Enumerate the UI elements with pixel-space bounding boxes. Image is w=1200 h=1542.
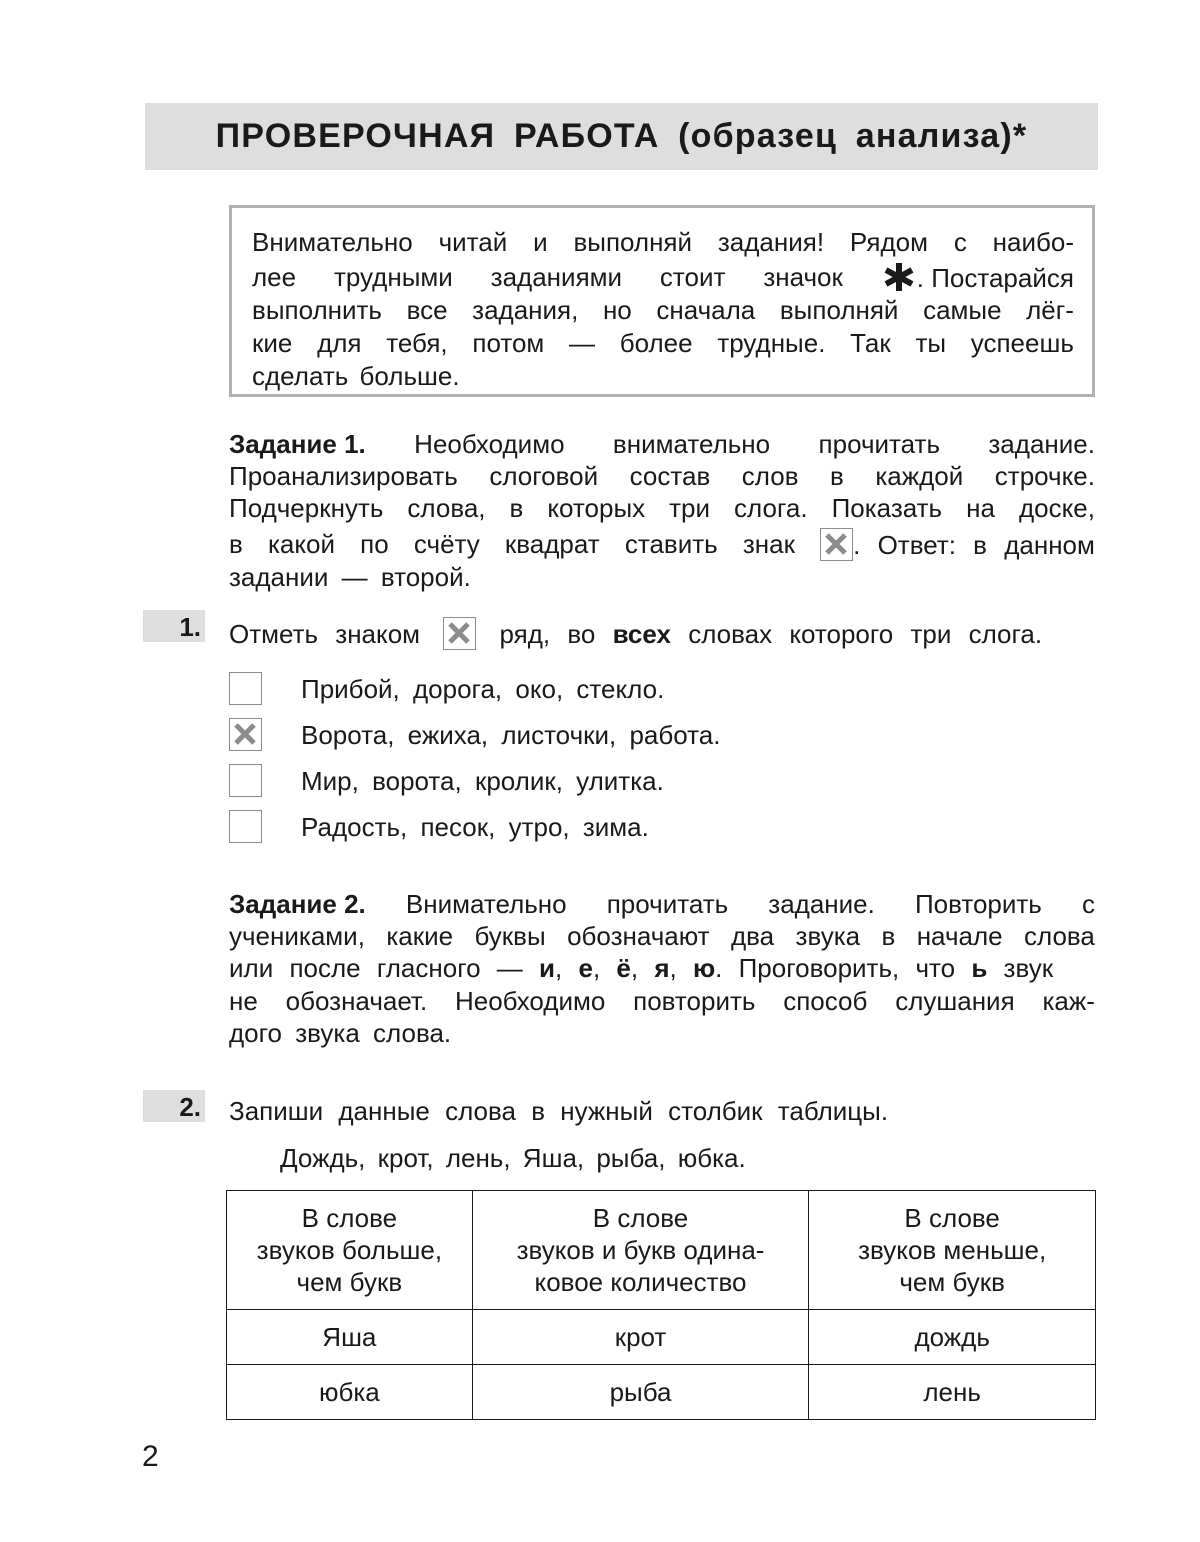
word: для xyxy=(317,328,362,358)
prompt-text: словах которого три слога. xyxy=(688,619,1043,649)
header-line: звуков и букв одина- xyxy=(516,1235,765,1265)
word: слова, xyxy=(407,493,486,523)
cross-sign-box xyxy=(443,617,476,650)
word: каждой xyxy=(875,461,964,491)
word: задания, xyxy=(472,295,579,325)
header-line: В слове xyxy=(904,1203,1000,1233)
word: но xyxy=(602,295,632,325)
header-line: чем букв xyxy=(296,1267,403,1297)
word: значок xyxy=(763,262,843,292)
task2-label: Задание 2. xyxy=(229,889,366,919)
instruction-box xyxy=(229,205,1095,397)
word: с xyxy=(953,227,967,257)
prompt-text: ряд, во xyxy=(499,619,596,649)
word: строчке. xyxy=(994,461,1095,491)
word: счёту xyxy=(413,529,480,559)
table-row xyxy=(227,1310,1096,1365)
task1-line-4 xyxy=(229,528,1095,561)
word: выполняй xyxy=(573,227,693,257)
word: слова xyxy=(1023,921,1095,951)
word: повторить xyxy=(633,986,756,1016)
instruction-line-5: сделать больше. xyxy=(252,361,460,391)
word: читай xyxy=(438,227,508,257)
word: которых xyxy=(547,493,646,523)
word: выполнить xyxy=(252,295,382,325)
word: слоговой xyxy=(489,461,599,491)
option-3-checkbox[interactable] xyxy=(229,764,262,797)
word: в xyxy=(509,493,524,523)
prompt-emphasis: всех xyxy=(612,619,671,649)
word: слов xyxy=(741,461,799,491)
word: задание. xyxy=(768,889,875,919)
page-number: 2 xyxy=(142,1440,159,1473)
instruction-line-4 xyxy=(252,327,1074,359)
word: Необходимо xyxy=(454,986,606,1016)
table-cell[interactable]: Яша xyxy=(227,1310,473,1365)
word: способ xyxy=(783,986,868,1016)
instruction-text: . Постарайся xyxy=(916,263,1074,293)
word: не xyxy=(229,986,258,1016)
task1-line-2 xyxy=(229,460,1095,492)
cross-icon xyxy=(233,722,257,746)
exercise-1-number: 1. xyxy=(143,610,205,642)
header-band xyxy=(145,103,1098,170)
word: успеешь xyxy=(970,328,1074,358)
word: Проанализировать xyxy=(229,461,458,491)
exercise-2-words: Дождь, крот, лень, Яша, рыба, юбка. xyxy=(280,1143,746,1173)
word: доске, xyxy=(1018,493,1095,523)
option-4-checkbox[interactable] xyxy=(229,810,262,843)
word: с xyxy=(1081,889,1095,919)
word: обозначают xyxy=(567,921,710,951)
word: сначала xyxy=(656,295,756,325)
word: Внимательно xyxy=(405,889,567,919)
letter-e: е xyxy=(578,953,593,983)
note-text: . Проговорить, что xyxy=(715,953,956,983)
word: выполняй xyxy=(779,295,899,325)
word: звука xyxy=(795,921,861,951)
table-cell[interactable]: рыба xyxy=(472,1365,809,1420)
table-header-row xyxy=(227,1191,1096,1310)
word: — xyxy=(569,328,595,358)
prompt-text: Отметь знаком xyxy=(229,619,421,649)
option-1-checkbox[interactable] xyxy=(229,672,262,705)
word: внимательно xyxy=(612,429,771,459)
word: самые xyxy=(923,295,1002,325)
option-1-label: Прибой, дорога, око, стекло. xyxy=(301,674,665,704)
column-header-more-sounds xyxy=(227,1191,473,1310)
table-cell[interactable]: дождь xyxy=(809,1310,1096,1365)
word: знак xyxy=(742,529,795,559)
soft-sign-letter: ь xyxy=(971,953,988,983)
word: стоит xyxy=(659,262,726,292)
cross-icon xyxy=(447,621,471,645)
word: слога. xyxy=(734,493,808,523)
word: Подчеркнуть xyxy=(229,493,384,523)
column-header-fewer-sounds xyxy=(809,1191,1096,1310)
cross-icon xyxy=(824,532,848,556)
word: слушания xyxy=(895,986,1015,1016)
word: более xyxy=(619,328,693,358)
option-2-checkbox[interactable] xyxy=(229,718,262,751)
task1-line-5: задании — второй. xyxy=(229,562,471,592)
instruction-line-1 xyxy=(252,226,1074,258)
word: в xyxy=(881,921,896,951)
header-line: В слове xyxy=(301,1203,398,1233)
word: прочитать xyxy=(606,889,729,919)
word: прочитать xyxy=(818,429,940,459)
task1-label: Задание 1. xyxy=(229,429,366,459)
word: все xyxy=(406,295,448,325)
option-4-label: Радость, песок, утро, зима. xyxy=(301,812,649,842)
task1-line-3 xyxy=(229,492,1095,524)
word: квадрат xyxy=(504,529,600,559)
word: какой xyxy=(267,529,336,559)
word: учениками, xyxy=(229,921,365,951)
page-title: ПРОВЕРОЧНАЯ РАБОТА (образец анализа)* xyxy=(215,117,1028,155)
answer-text: . Ответ: в данном xyxy=(853,530,1095,560)
letter-ya: я xyxy=(654,953,670,983)
task2-line-2 xyxy=(229,920,1095,952)
task2-line-4 xyxy=(229,985,1095,1017)
word: по xyxy=(360,529,389,559)
task2-line-1 xyxy=(229,888,1095,920)
word: ставить xyxy=(624,529,718,559)
table-cell[interactable]: юбка xyxy=(227,1365,473,1420)
word: каж- xyxy=(1042,986,1095,1016)
word: два xyxy=(730,921,775,951)
letter-i: и xyxy=(539,953,556,983)
option-3-label: Мир, ворота, кролик, улитка. xyxy=(301,766,664,796)
table-row xyxy=(227,1365,1096,1420)
word: заданиями xyxy=(490,262,623,292)
task1-line-1 xyxy=(229,428,1095,460)
exercise-2-number: 2. xyxy=(143,1090,205,1122)
header-line: чем букв xyxy=(899,1267,1005,1297)
word: какие xyxy=(386,921,454,951)
word: Рядом xyxy=(849,227,928,257)
word: Показать xyxy=(831,493,943,523)
asterisk-icon xyxy=(881,261,917,293)
word: начале xyxy=(916,921,1003,951)
exercise-1-prompt xyxy=(229,617,1042,650)
word: тебя, xyxy=(386,328,448,358)
word: наибо- xyxy=(992,227,1074,257)
instruction-line-3 xyxy=(252,294,1074,326)
exercise-2-prompt: Запиши данные слова в нужный столбик таблицы. xyxy=(229,1096,889,1126)
header-line: звуков больше, xyxy=(256,1235,443,1265)
word: и xyxy=(533,227,548,257)
header-line: В слове xyxy=(592,1203,689,1233)
note-text: или после гласного — xyxy=(229,953,523,983)
word: буквы xyxy=(474,921,546,951)
word: лее xyxy=(252,262,297,292)
word: Так xyxy=(850,328,891,358)
letter-yo: ё xyxy=(616,953,631,983)
letter-yu: ю xyxy=(692,953,716,983)
word: три xyxy=(669,493,711,523)
word: задания! xyxy=(717,227,825,257)
word: в xyxy=(229,529,243,559)
word: трудные. xyxy=(717,328,826,358)
sound-letter-table xyxy=(226,1190,1096,1420)
word: состав xyxy=(629,461,711,491)
word: лёг- xyxy=(1026,295,1074,325)
task2-line-5: дого звука слова. xyxy=(229,1018,452,1048)
cross-sign-box xyxy=(820,528,853,561)
header-line: звуков меньше, xyxy=(858,1235,1047,1265)
column-header-equal xyxy=(472,1191,809,1310)
word: в xyxy=(830,461,844,491)
word: Повторить xyxy=(914,889,1042,919)
option-2-label: Ворота, ежиха, листочки, работа. xyxy=(301,720,721,750)
word: потом xyxy=(472,328,545,358)
table-cell[interactable]: лень xyxy=(809,1365,1096,1420)
word: Внимательно xyxy=(252,227,413,257)
table-cell[interactable]: крот xyxy=(472,1310,809,1365)
instruction-line-2 xyxy=(252,261,1074,294)
word: Необходимо xyxy=(414,429,565,459)
task2-line-3: или после гласного — и, е, ё, я, ю. Проговорить, что ь звук xyxy=(229,953,1054,983)
word: на xyxy=(966,493,995,523)
word: обозначает. xyxy=(285,986,428,1016)
word: ты xyxy=(915,328,947,358)
note-text: звук xyxy=(1003,953,1054,983)
word: задание. xyxy=(988,429,1095,459)
word: кие xyxy=(252,328,293,358)
header-line: ковое количество xyxy=(534,1267,747,1297)
word: трудными xyxy=(333,262,453,292)
